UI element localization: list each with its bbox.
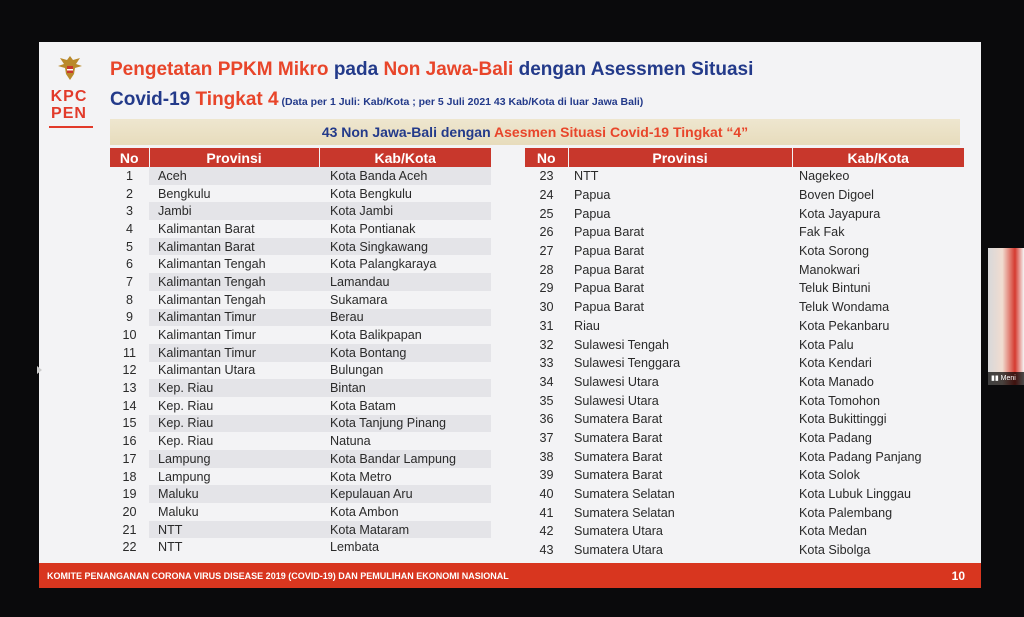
row-provinsi: Papua Barat [574, 244, 645, 259]
row-kab-kota: Kota Metro [330, 469, 392, 484]
kpcpen-logo: KPC PEN [50, 88, 88, 122]
row-provinsi: Papua Barat [574, 281, 645, 296]
table-row [110, 468, 491, 486]
row-number: 17 [122, 451, 137, 466]
row-number: 31 [539, 318, 554, 333]
row-number: 40 [539, 487, 554, 502]
row-provinsi: Riau [574, 318, 600, 333]
row-provinsi: NTT [149, 521, 319, 539]
table-row [110, 503, 491, 521]
table-row [525, 429, 964, 448]
row-provinsi: Kalimantan Tengah [158, 257, 266, 272]
row-provinsi: Sumatera Utara [574, 524, 663, 539]
row-provinsi: Kalimantan Tengah [149, 273, 319, 291]
row-provinsi: NTT [574, 169, 599, 184]
row-number: 16 [122, 434, 137, 449]
row-provinsi: NTT [158, 540, 183, 555]
garuda-emblem-icon [56, 52, 84, 84]
row-number: 32 [539, 337, 554, 352]
row-provinsi: Papua Barat [574, 300, 645, 315]
row-number: 28 [539, 262, 554, 277]
row-number: 42 [539, 524, 554, 539]
header-no: No [525, 148, 568, 167]
table-row [110, 379, 491, 397]
row-kab-kota: Kota Sibolga [799, 543, 871, 558]
row-kab-kota: Kota Tomohon [799, 393, 880, 408]
footer-text: KOMITE PENANGANAN CORONA VIRUS DISEASE 2019 (COVID-19) DAN PEMULIHAN EKONOMI NASIONAL [47, 571, 509, 581]
regions-table-left [110, 148, 491, 556]
row-number: 22 [122, 540, 137, 555]
cursor-icon [37, 366, 42, 374]
table-row [525, 279, 964, 298]
table-row [110, 344, 491, 362]
row-provinsi: Sumatera Barat [574, 412, 663, 427]
table-row [110, 538, 491, 556]
row-kab-kota: Kota Padang Panjang [799, 449, 922, 464]
row-number: 6 [125, 257, 133, 272]
row-provinsi: Kep. Riau [149, 415, 319, 433]
row-kab-kota: Kota Kendari [799, 356, 872, 371]
row-provinsi: Kalimantan Barat [158, 221, 255, 236]
row-kab-kota: Berau [319, 309, 491, 327]
row-provinsi: Kep. Riau [158, 398, 214, 413]
row-provinsi: Sumatera Barat [574, 430, 663, 445]
table-row [110, 291, 491, 309]
row-number: 30 [539, 300, 554, 315]
table-row [525, 541, 964, 560]
slide-footer [39, 563, 981, 588]
row-provinsi: Sumatera Selatan [574, 487, 675, 502]
summary-banner: 43 Non Jawa-Bali dengan Asesmen Situasi Covid-19 Tingkat “4” [110, 119, 960, 145]
row-number: 11 [122, 345, 137, 360]
regions-table-right [525, 148, 964, 559]
row-number: 37 [539, 430, 554, 445]
row-number: 1 [125, 168, 133, 183]
table-row [110, 238, 491, 256]
row-provinsi: Lampung [149, 450, 319, 468]
table-row [110, 362, 491, 380]
row-provinsi: Kalimantan Barat [149, 238, 319, 256]
row-number: 24 [539, 188, 554, 203]
row-kab-kota: Kota Padang [799, 430, 872, 445]
row-number: 7 [125, 274, 133, 289]
row-kab-kota: Kota Bukittinggi [799, 412, 887, 427]
table-row [525, 410, 964, 429]
table-row [110, 397, 491, 415]
row-number: 14 [122, 398, 137, 413]
row-provinsi: Sulawesi Utara [574, 374, 659, 389]
table-row [525, 466, 964, 485]
row-number: 19 [122, 487, 137, 502]
table-row [110, 185, 491, 203]
header-kab-kota: Kab/Kota [792, 148, 964, 167]
row-number: 41 [539, 505, 554, 520]
row-provinsi: Kalimantan Utara [158, 363, 256, 378]
table-row [110, 309, 491, 327]
row-kab-kota: Kota Banda Aceh [319, 167, 491, 185]
row-provinsi: Maluku [149, 485, 319, 503]
row-kab-kota: Kota Balikpapan [330, 328, 422, 343]
row-provinsi: Lampung [158, 469, 211, 484]
row-kab-kota: Kota Jayapura [799, 206, 881, 221]
table-row [110, 432, 491, 450]
row-provinsi: Sulawesi Tenggara [574, 356, 681, 371]
row-provinsi: Kalimantan Tengah [158, 292, 266, 307]
row-provinsi: Aceh [149, 167, 319, 185]
row-kab-kota: Kota Pontianak [330, 221, 416, 236]
participant-name: ▮▮ Meni [988, 372, 1024, 385]
row-kab-kota: Kepulauan Aru [319, 485, 491, 503]
row-kab-kota: Kota Bengkulu [330, 186, 412, 201]
row-number: 8 [125, 292, 133, 307]
row-provinsi: Bengkulu [158, 186, 211, 201]
participant-video-tile[interactable] [988, 248, 1024, 385]
row-number: 29 [539, 281, 554, 296]
table-row [110, 485, 491, 503]
row-number: 38 [539, 449, 554, 464]
row-kab-kota: Kota Batam [330, 398, 396, 413]
table-row [110, 255, 491, 273]
row-number: 33 [539, 356, 554, 371]
table-row [110, 415, 491, 433]
header-provinsi: Provinsi [149, 148, 319, 167]
row-kab-kota: Teluk Wondama [799, 300, 890, 315]
row-kab-kota: Kota Mataram [319, 521, 491, 539]
row-kab-kota: Bulungan [330, 363, 384, 378]
row-provinsi: Sumatera Selatan [574, 505, 675, 520]
table-row [525, 242, 964, 261]
table-row [525, 317, 964, 336]
row-number: 21 [122, 522, 137, 537]
row-provinsi: Jambi [149, 202, 319, 220]
row-number: 10 [122, 328, 137, 343]
row-provinsi: Kep. Riau [158, 434, 214, 449]
slide-title-line2: Covid-19 Tingkat 4 (Data per 1 Juli: Kab/Kota ; per 5 Juli 2021 43 Kab/Kota di luar Jawa Bali) [110, 89, 644, 110]
row-kab-kota: Kota Solok [799, 468, 860, 483]
table-row [525, 447, 964, 466]
table-row [525, 260, 964, 279]
table-row [525, 522, 964, 541]
table-row [525, 335, 964, 354]
row-provinsi: Sumatera Utara [574, 543, 663, 558]
table-row [110, 521, 491, 539]
row-provinsi: Kep. Riau [149, 379, 319, 397]
row-number: 27 [539, 244, 554, 259]
presentation-slide [39, 42, 981, 588]
row-provinsi: Sulawesi Tengah [574, 337, 669, 352]
table-row [525, 167, 964, 186]
table-row [525, 223, 964, 242]
row-number: 34 [539, 374, 554, 389]
row-kab-kota: Nagekeo [799, 169, 850, 184]
row-number: 23 [539, 169, 554, 184]
table-row [525, 373, 964, 392]
table-row [110, 450, 491, 468]
row-kab-kota: Kota Palembang [799, 505, 893, 520]
row-number: 13 [122, 381, 137, 396]
row-kab-kota: Kota Singkawang [319, 238, 491, 256]
row-number: 2 [125, 186, 133, 201]
row-provinsi: Kalimantan Timur [158, 328, 256, 343]
row-kab-kota: Manokwari [799, 262, 860, 277]
row-number: 4 [125, 221, 133, 236]
table-row [110, 167, 491, 185]
table-header-row [110, 148, 491, 167]
table-row [525, 485, 964, 504]
table-row [525, 354, 964, 373]
table-row [525, 391, 964, 410]
row-kab-kota: Kota Palangkaraya [330, 257, 437, 272]
row-provinsi: Papua Barat [574, 262, 645, 277]
row-kab-kota: Kota Sorong [799, 244, 870, 259]
row-number: 18 [122, 469, 137, 484]
table-row [525, 298, 964, 317]
row-kab-kota: Boven Digoel [799, 188, 874, 203]
row-kab-kota: Kota Bandar Lampung [319, 450, 491, 468]
row-kab-kota: Fak Fak [799, 225, 845, 240]
header-kab-kota: Kab/Kota [319, 148, 491, 167]
row-number: 3 [125, 204, 133, 219]
row-kab-kota: Sukamara [330, 292, 388, 307]
row-number: 15 [122, 416, 137, 431]
row-kab-kota: Bintan [319, 379, 491, 397]
row-provinsi: Papua [574, 188, 611, 203]
row-number: 35 [539, 393, 554, 408]
header-no: No [110, 148, 149, 167]
page-number: 10 [951, 569, 965, 583]
table-row [525, 204, 964, 223]
data-note: (Data per 1 Juli: Kab/Kota ; per 5 Juli 2021 43 Kab/Kota di luar Jawa Bali) [278, 96, 644, 108]
table-row [110, 273, 491, 291]
row-number: 25 [539, 206, 554, 221]
row-number: 20 [122, 504, 137, 519]
row-kab-kota: Kota Tanjung Pinang [319, 415, 491, 433]
row-kab-kota: Natuna [330, 434, 371, 449]
row-kab-kota: Kota Ambon [330, 504, 399, 519]
row-number: 39 [539, 468, 554, 483]
row-provinsi: Papua Barat [574, 225, 645, 240]
table-row [525, 186, 964, 205]
row-provinsi: Kalimantan Timur [149, 344, 319, 362]
table-row [525, 503, 964, 522]
signal-icon: ▮▮ [991, 375, 1001, 382]
row-kab-kota: Kota Medan [799, 524, 867, 539]
row-kab-kota: Kota Palu [799, 337, 854, 352]
row-provinsi: Sumatera Barat [574, 449, 663, 464]
header-provinsi: Provinsi [568, 148, 792, 167]
row-kab-kota: Lamandau [319, 273, 491, 291]
row-number: 5 [125, 239, 133, 254]
row-kab-kota: Kota Manado [799, 374, 874, 389]
row-number: 43 [539, 543, 554, 558]
row-kab-kota: Lembata [330, 540, 380, 555]
row-number: 9 [125, 310, 133, 325]
row-kab-kota: Teluk Bintuni [799, 281, 871, 296]
row-kab-kota: Kota Pekanbaru [799, 318, 890, 333]
row-provinsi: Kalimantan Timur [149, 309, 319, 327]
table-row [110, 220, 491, 238]
row-provinsi: Maluku [158, 504, 199, 519]
row-number: 36 [539, 412, 554, 427]
slide-title: Pengetatan PPKM Mikro pada Non Jawa-Bali dengan Asessmen Situasi [110, 59, 754, 80]
row-kab-kota: Kota Bontang [319, 344, 491, 362]
row-kab-kota: Kota Jambi [319, 202, 491, 220]
row-provinsi: Papua [574, 206, 611, 221]
row-number: 12 [122, 363, 137, 378]
table-row [110, 326, 491, 344]
row-provinsi: Sumatera Barat [574, 468, 663, 483]
table-header-row [525, 148, 964, 167]
logo-divider [49, 126, 93, 128]
table-row [110, 202, 491, 220]
row-number: 26 [539, 225, 554, 240]
row-kab-kota: Kota Lubuk Linggau [799, 487, 912, 502]
row-provinsi: Sulawesi Utara [574, 393, 659, 408]
